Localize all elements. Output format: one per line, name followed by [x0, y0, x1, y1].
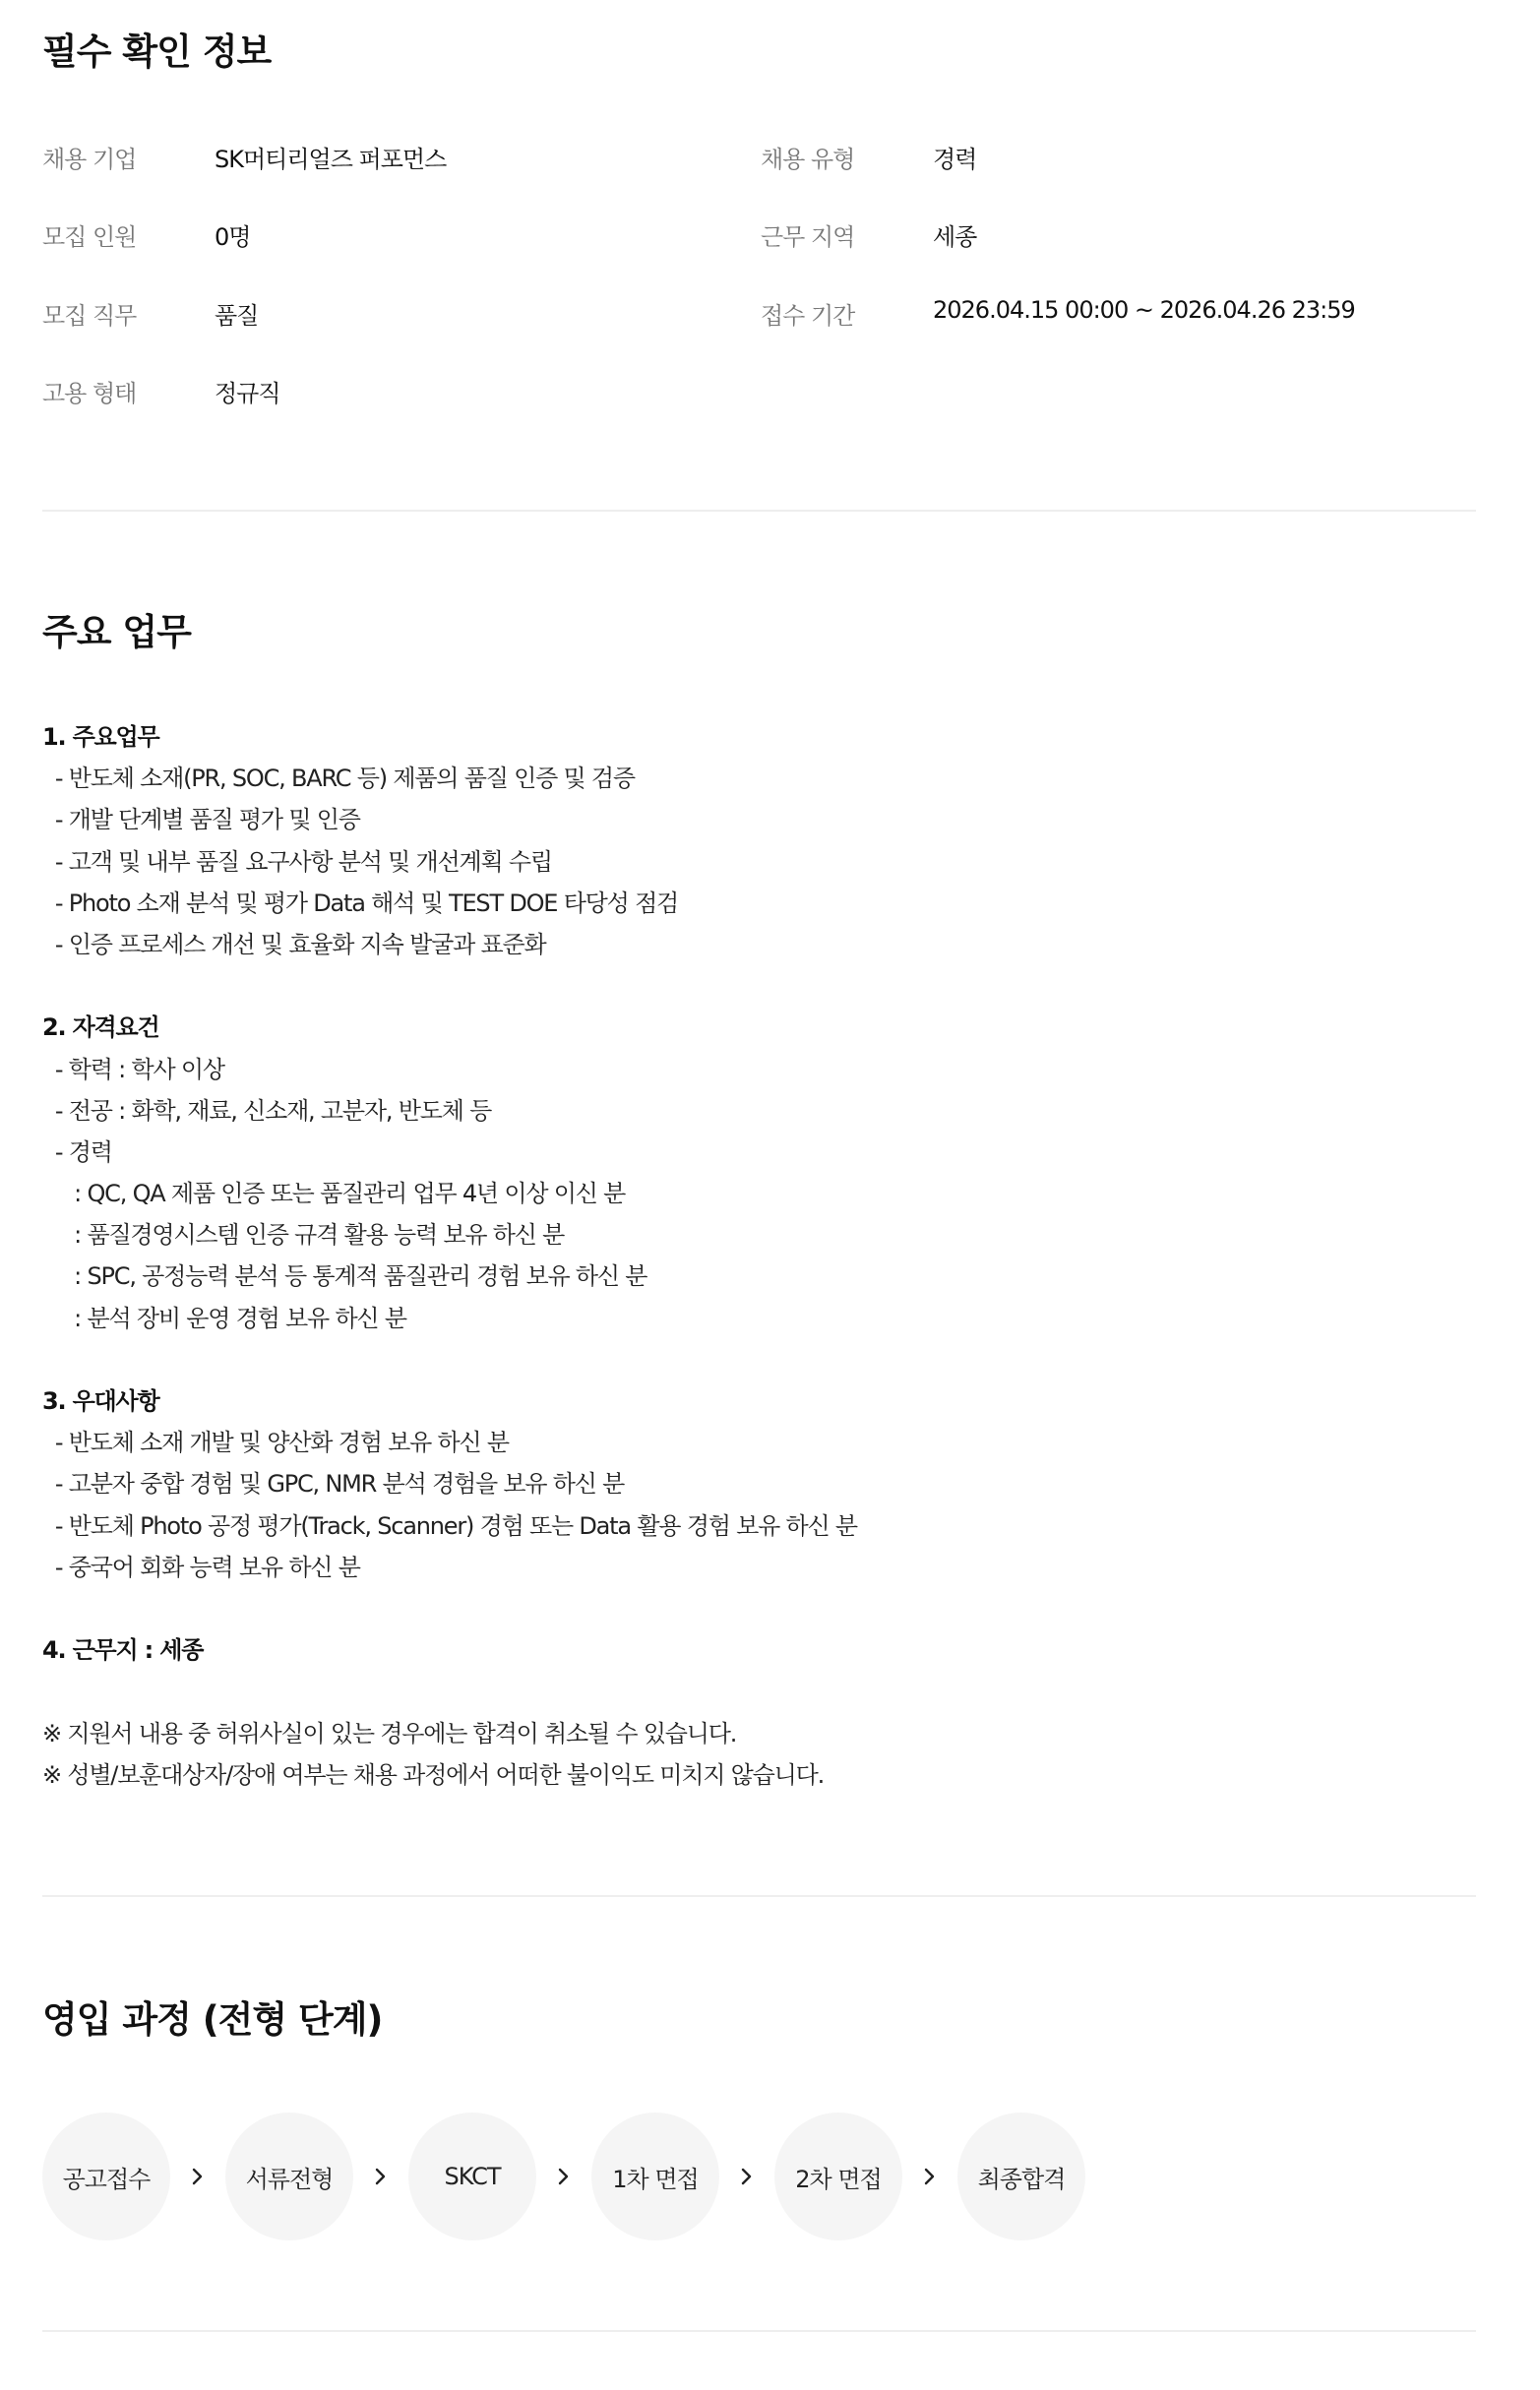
chevron-right-icon — [915, 2162, 945, 2191]
duties-line: - Photo 소재 분석 및 평가 Data 해석 및 TEST DOE 타당성 점검 — [42, 889, 679, 917]
process-step: 2차 면접 — [774, 2113, 902, 2240]
company-label: 채용 기업 — [42, 146, 137, 173]
duties-line: - 고분자 중합 경험 및 GPC, NMR 분석 경험을 보유 하신 분 — [42, 1470, 625, 1499]
blank-line — [42, 965, 857, 1007]
section-divider — [42, 2330, 1476, 2332]
duties-line: - 반도체 소재(PR, SOC, BARC 등) 제품의 품질 인증 및 검증 — [42, 765, 635, 793]
duties-line: : 품질경영시스템 인증 규격 활용 능력 보유 하신 분 — [42, 1221, 565, 1250]
chevron-right-icon — [732, 2162, 762, 2191]
chevron-right-icon — [183, 2162, 213, 2191]
duties-line: ※ 지원서 내용 중 허위사실이 있는 경우에는 합격이 취소될 수 있습니다. — [42, 1719, 737, 1747]
duties-title: 주요 업무 — [42, 611, 191, 653]
process-title: 영입 과정 (전형 단계) — [42, 1998, 383, 2041]
job-label: 모집 직무 — [42, 302, 137, 330]
headcount-value: 0명 — [215, 223, 251, 251]
duties-heading: 1. 주요업무 — [42, 723, 159, 751]
duties-line: - 고객 및 내부 품질 요구사항 분석 및 개선계획 수립 — [42, 847, 552, 876]
period-label: 접수 기간 — [761, 302, 855, 330]
duties-heading: 2. 자격요건 — [42, 1013, 159, 1042]
chevron-right-icon — [366, 2162, 396, 2191]
blank-line — [42, 1671, 857, 1712]
duties-line: - 반도체 소재 개발 및 양산화 경험 보유 하신 분 — [42, 1429, 509, 1457]
duties-heading: 3. 우대사항 — [42, 1387, 159, 1415]
required-info-title: 필수 확인 정보 — [42, 31, 272, 73]
location-label: 근무 지역 — [761, 223, 855, 251]
section-divider — [42, 1895, 1476, 1897]
process-step: 공고접수 — [42, 2113, 170, 2240]
duties-line: - 인증 프로세스 개선 및 효율화 지속 발굴과 표준화 — [42, 930, 546, 958]
duties-heading: 4. 근무지 : 세종 — [42, 1636, 204, 1665]
job-value: 품질 — [215, 302, 259, 330]
chevron-right-icon — [549, 2162, 579, 2191]
duties-line: - 개발 단계별 품질 평가 및 인증 — [42, 806, 360, 834]
location-value: 세종 — [933, 223, 977, 251]
duties-line: ※ 성별/보훈대상자/장애 여부는 채용 과정에서 어떠한 불이익도 미치지 않습니다. — [42, 1760, 825, 1789]
duties-line: - 학력 : 학사 이상 — [42, 1055, 224, 1083]
duties-line: : QC, QA 제품 인증 또는 품질관리 업무 4년 이상 이신 분 — [42, 1180, 626, 1208]
duties-line: - 반도체 Photo 공정 평가(Track, Scanner) 경험 또는 Data 활용 경험 보유 하신 분 — [42, 1511, 857, 1540]
process-step: 최종합격 — [957, 2113, 1085, 2240]
duties-line: - 경력 — [42, 1137, 112, 1166]
duties-line: - 중국어 회화 능력 보유 하신 분 — [42, 1553, 360, 1581]
process-step: 서류전형 — [225, 2113, 353, 2240]
blank-line — [42, 1339, 857, 1380]
employment-value: 정규직 — [215, 380, 280, 407]
company-value: SK머티리얼즈 퍼포먼스 — [215, 146, 447, 173]
duties-body — [42, 716, 857, 1796]
period-value: 2026.04.15 00:00 ~ 2026.04.26 23:59 — [933, 296, 1355, 324]
employment-label: 고용 형태 — [42, 380, 137, 407]
process-step: 1차 면접 — [591, 2113, 719, 2240]
process-step: SKCT — [408, 2113, 536, 2240]
hire-type-label: 채용 유형 — [761, 146, 855, 173]
duties-line: : 분석 장비 운영 경험 보유 하신 분 — [42, 1304, 406, 1332]
section-divider — [42, 510, 1476, 512]
headcount-label: 모집 인원 — [42, 223, 137, 251]
duties-line: - 전공 : 화학, 재료, 신소재, 고분자, 반도체 등 — [42, 1096, 492, 1125]
hire-type-value: 경력 — [933, 146, 977, 173]
blank-line — [42, 1588, 857, 1629]
duties-line: : SPC, 공정능력 분석 등 통계적 품질관리 경험 보유 하신 분 — [42, 1262, 647, 1291]
